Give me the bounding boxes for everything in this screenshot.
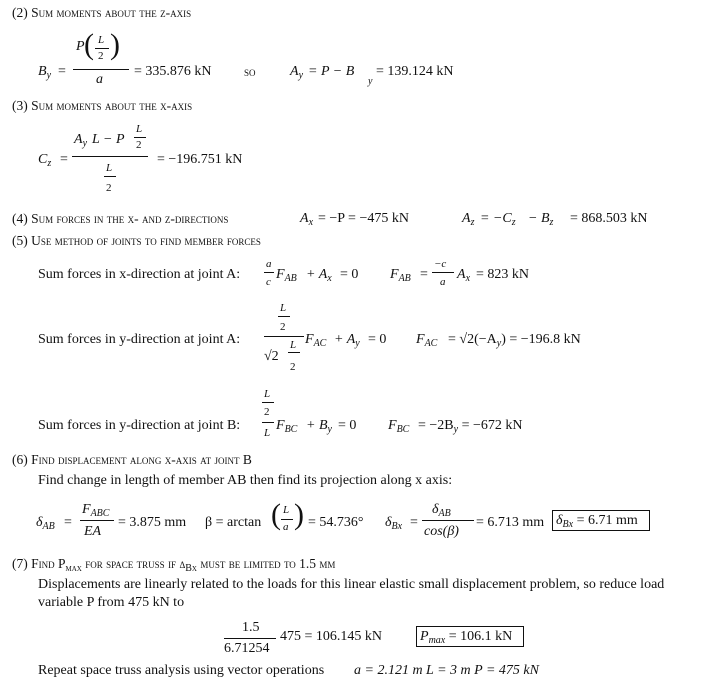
den-root: √2	[264, 349, 279, 364]
footer-values: a = 2.121 m L = 3 m P = 475 kN	[354, 663, 539, 678]
result2: = 54.736°	[308, 515, 364, 530]
fraction-bar	[264, 272, 274, 273]
num-l: L	[136, 123, 143, 135]
num-inner-bar	[262, 402, 274, 403]
equals: =	[58, 64, 66, 79]
tan-den: a	[283, 521, 289, 533]
result3: = 6.713 mm	[476, 515, 545, 530]
num-ay: $A_y$	[74, 132, 88, 149]
den-l: L	[106, 162, 113, 174]
num-a: a	[266, 258, 272, 270]
result: = $-2B_y = -672$ kN	[418, 418, 523, 435]
ay-result: = 139.124 kN	[376, 64, 454, 79]
f-ac: $F_{AC}$	[305, 332, 327, 349]
plus-ax: + $A_x$	[306, 267, 332, 284]
ax-symbol: $A_x$	[300, 211, 314, 228]
eq1: =	[64, 515, 72, 530]
paren-open: (	[271, 498, 281, 531]
row-label: Sum forces in x-direction at joint A:	[38, 267, 241, 282]
az-expr: = $-C_z$	[480, 211, 516, 228]
den: 6.71254	[224, 641, 270, 656]
den-l: L	[290, 339, 297, 351]
section-3-heading: (3) Sum moments about the x-axis	[12, 98, 193, 113]
num-inner-bar	[278, 316, 290, 317]
numerator-l: L	[98, 34, 105, 46]
az-result: = 868.503 kN	[570, 211, 648, 226]
paren-close: )	[294, 498, 304, 531]
fraction-bar	[72, 156, 148, 157]
num-fabc: $F_{ABC}$	[82, 502, 110, 519]
den-a: a	[440, 276, 446, 288]
den-ea: EA	[84, 524, 102, 539]
eq2: =	[410, 515, 418, 530]
result: = $√2(-A_y) = -196.8$ kN	[448, 332, 581, 349]
fraction-bar-2	[422, 520, 474, 521]
delta-ab: $\delta_{AB}$	[36, 515, 55, 532]
eq0: = 0	[338, 418, 357, 433]
fraction-bar	[224, 638, 276, 639]
eq: =	[420, 267, 428, 282]
section-5-heading: (5) Use method of joints to find member forces	[12, 233, 261, 248]
fraction-bar	[73, 69, 129, 70]
footer-text: Repeat space truss analysis using vector operations	[38, 663, 325, 678]
num-rest: L − P	[92, 132, 125, 147]
num-2: 2	[280, 321, 286, 333]
f-ab-2: $F_{AB}$	[390, 267, 411, 284]
den-c: c	[266, 276, 271, 288]
f-ac-2: $F_{AC}$	[416, 332, 438, 349]
beta-expr: β = arctan	[205, 515, 262, 530]
fraction-bar	[262, 422, 274, 423]
ay-symbol: $A_y$	[290, 64, 304, 81]
lhs-symbol: $B_y$	[38, 64, 52, 81]
num-l: L	[264, 388, 271, 400]
num-c: −c	[434, 258, 447, 270]
row-label: Sum forces in y-direction at joint B:	[38, 418, 241, 433]
az-expr2: − $B_z$	[528, 211, 554, 228]
section-7-paragraph-1: Displacements are linearly related to the loads for this linear elastic small displacement problem, so reduce load	[38, 577, 665, 592]
numerator-p: P	[76, 39, 85, 54]
result1: = 3.875 mm	[118, 515, 187, 530]
num-delta-ab: $\delta_{AB}$	[432, 502, 451, 519]
lhs-symbol: $C_z$	[38, 152, 52, 169]
equals: =	[60, 152, 68, 167]
boxed-answer: $P_{max} = 106.1$ kN	[420, 629, 513, 646]
ax-expr: = −P = −475 kN	[318, 211, 409, 226]
delta-bx: $\delta_{Bx}$	[385, 515, 403, 532]
den-2: 2	[290, 361, 296, 373]
den-cos: cos(β)	[424, 524, 459, 539]
section-6-heading: (6) Find displacement along x-axis at joint B	[12, 452, 252, 467]
num-2: 2	[136, 139, 142, 151]
plus-by: + $B_y$	[306, 418, 332, 435]
row-label: Sum forces in y-direction at joint A:	[38, 332, 241, 347]
eq0: = 0	[340, 267, 359, 282]
fraction-bar	[264, 336, 304, 337]
boxed-answer: $\delta_{Bx} = 6.71$ mm	[556, 513, 638, 530]
f-bc: $F_{BC}$	[276, 418, 298, 435]
eq0: = 0	[368, 332, 387, 347]
f-bc-2: $F_{BC}$	[388, 418, 410, 435]
section-7-paragraph-2: variable P from 475 kN to	[38, 595, 185, 610]
paren-close: )	[110, 28, 120, 61]
den-inner-bar	[288, 352, 300, 353]
den-inner-bar	[104, 176, 116, 177]
result: = −196.751 kN	[157, 152, 243, 167]
fraction-bar-2	[432, 272, 454, 273]
tan-num: L	[283, 504, 290, 516]
tan-bar	[281, 519, 293, 520]
az-symbol: $A_z$	[462, 211, 475, 228]
section-6-intro: Find change in length of member AB then find its projection along x axis:	[38, 473, 453, 488]
denominator: a	[96, 72, 103, 87]
result: = 823 kN	[476, 267, 530, 282]
fraction-bar	[80, 520, 114, 521]
ax-2: $A_x$	[457, 267, 471, 284]
plus-ay: + $A_y$	[334, 332, 360, 349]
by-sub: y	[368, 76, 373, 87]
inner-fraction-bar	[95, 48, 109, 49]
section-7-heading: (7) Find $P_{max}$ for space truss if $\delta_{Bx}$ must be limited to 1.5 mm	[12, 556, 336, 574]
numerator-2: 2	[98, 50, 104, 62]
num-2: 2	[264, 406, 270, 418]
so-word: so	[244, 64, 256, 79]
inner-bar	[134, 137, 146, 138]
paren-open: (	[84, 28, 94, 61]
ay-expr: = P − B	[308, 64, 355, 79]
den-2: 2	[106, 182, 112, 194]
num-l: L	[280, 302, 287, 314]
num: 1.5	[242, 620, 260, 635]
result: = 335.876 kN	[134, 64, 212, 79]
section-4-heading: (4) Sum forces in the x- and z-directions	[12, 211, 229, 226]
f-ab: $F_{AB}$	[276, 267, 297, 284]
section-2-heading: (2) Sum moments about the z-axis	[12, 5, 192, 20]
den-l: L	[264, 427, 271, 439]
result: 475 = 106.145 kN	[280, 629, 383, 644]
